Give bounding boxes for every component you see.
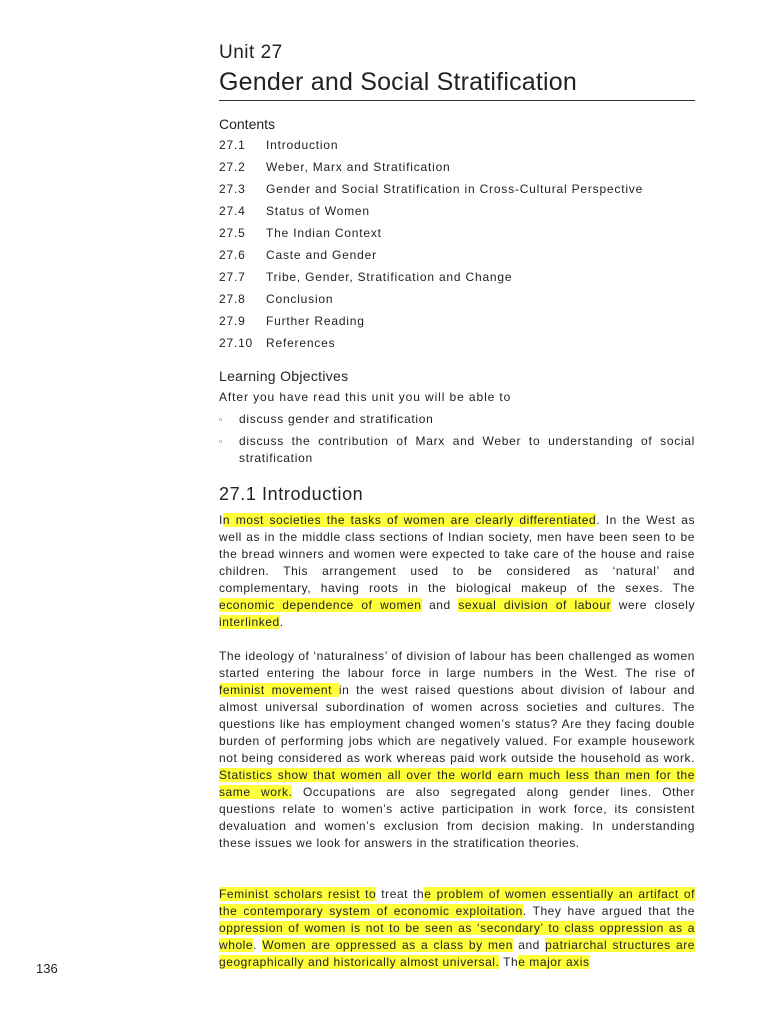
toc-item-label: References [266, 336, 336, 350]
toc-item-number: 27.4 [219, 204, 246, 218]
text-segment: and [512, 938, 546, 952]
toc-item-number: 27.1 [219, 138, 246, 152]
highlighted-text: n most societies the tasks of women are clearly differentiated [222, 513, 597, 527]
text-segment: I [219, 513, 223, 527]
objective-text: discuss the contribution of Marx and Weber to understanding of social stratification [239, 434, 695, 465]
toc-item-label: Status of Women [266, 204, 370, 218]
paragraph-3 [219, 886, 695, 971]
highlighted-text: economic dependence of women [219, 598, 422, 612]
paragraph-1 [219, 512, 695, 631]
toc-item-number: 27.2 [219, 160, 246, 174]
toc-item [219, 158, 699, 180]
text-segment: and [421, 598, 459, 612]
text-segment: The ideology of ‘naturalness’ of division of labour has been challenged as women started entering the labour force in large numbers in the West. The rise of [219, 649, 695, 680]
toc-item-label: Tribe, Gender, Stratification and Change [266, 270, 513, 284]
table-of-contents [219, 136, 699, 356]
objective-text: discuss gender and stratification [239, 412, 434, 426]
toc-item-label: Conclusion [266, 292, 334, 306]
toc-item-label: Weber, Marx and Stratification [266, 160, 451, 174]
learning-objectives-intro: After you have read this unit you will be able to [219, 390, 512, 404]
highlighted-text: Women are oppressed as a class by men [262, 938, 513, 952]
bullet-icon: ▫ [219, 414, 223, 424]
toc-item [219, 290, 699, 312]
highlighted-text: oppression of women is not to be seen as ‘secondary’ to class oppression as a whole [219, 921, 695, 952]
text-segment: . [253, 938, 263, 952]
unit-title: Gender and Social Stratification [219, 68, 577, 96]
paragraph-2 [219, 648, 695, 852]
text-segment: in the west raised questions about division of labour and almost universal subordination of women across societies and cultures. The questions like has employment changed women’s status? Are they facing double burden of performing jobs which are negatively valued. For example housework not being considered as work whereas paid work outside the household as work. [219, 683, 696, 765]
highlighted-text: interlinked [219, 615, 280, 629]
text-segment: Occupations are also segregated along gender lines. Other questions relate to women’s active participation in work force, its consistent devaluation and women’s exclusion from decision making. In understanding these issues we look for answers in the stratification theories. [219, 785, 695, 850]
text-segment: treat th [376, 887, 425, 901]
page-number: 136 [36, 961, 58, 976]
learning-objectives-heading: Learning Objectives [219, 368, 349, 384]
objective-item [219, 433, 695, 467]
bullet-icon: ▫ [219, 436, 223, 446]
unit-label: Unit 27 [219, 42, 283, 63]
toc-item-number: 27.9 [219, 314, 246, 328]
text-segment: . In the West as well as in the middle class sections of Indian society, men have been seen to be the bread winners and women were expected to take care of the house and raise children. This arrangement used to be considered as ‘natural’ and complementary, having roots in the biological makeup of the sexes. The [219, 513, 695, 595]
toc-item [219, 246, 699, 268]
toc-item [219, 136, 699, 158]
contents-heading: Contents [219, 116, 276, 132]
title-rule [219, 100, 695, 101]
toc-item [219, 312, 699, 334]
toc-item-label: The Indian Context [266, 226, 382, 240]
text-segment: were closely [611, 598, 696, 612]
section-heading: 27.1 Introduction [219, 484, 364, 504]
highlighted-text: patriarchal structures are geographically and historically almost universal. [219, 938, 695, 969]
objective-item [219, 411, 695, 428]
highlighted-text: Feminist scholars resist to [219, 887, 377, 901]
toc-item [219, 202, 699, 224]
toc-item [219, 224, 699, 246]
highlighted-text: sexual division of labour [458, 598, 612, 612]
toc-item-label: Introduction [266, 138, 339, 152]
learning-objectives-list [219, 411, 695, 472]
toc-item-number: 27.3 [219, 182, 246, 196]
toc-item-number: 27.7 [219, 270, 246, 284]
toc-item-number: 27.8 [219, 292, 246, 306]
text-segment: Th [499, 955, 519, 969]
toc-item-number: 27.5 [219, 226, 246, 240]
toc-item [219, 268, 699, 290]
text-segment: . [279, 615, 284, 629]
highlighted-text: e problem of women essentially an artifact of the contemporary system of economic exploitation [219, 887, 695, 918]
toc-item-number: 27.6 [219, 248, 246, 262]
toc-item [219, 334, 699, 356]
toc-item-label: Gender and Social Stratification in Cross-Cultural Perspective [266, 182, 644, 196]
text-segment: . They have argued that the [522, 904, 695, 918]
highlighted-text: Statistics show that women all over the world earn much less than men for the same work. [219, 768, 695, 799]
highlighted-text: feminist movement [219, 683, 339, 697]
toc-item-number: 27.10 [219, 336, 254, 350]
toc-item-label: Further Reading [266, 314, 365, 328]
toc-item-label: Caste and Gender [266, 248, 377, 262]
highlighted-text: e major axis [518, 955, 590, 969]
toc-item [219, 180, 699, 202]
